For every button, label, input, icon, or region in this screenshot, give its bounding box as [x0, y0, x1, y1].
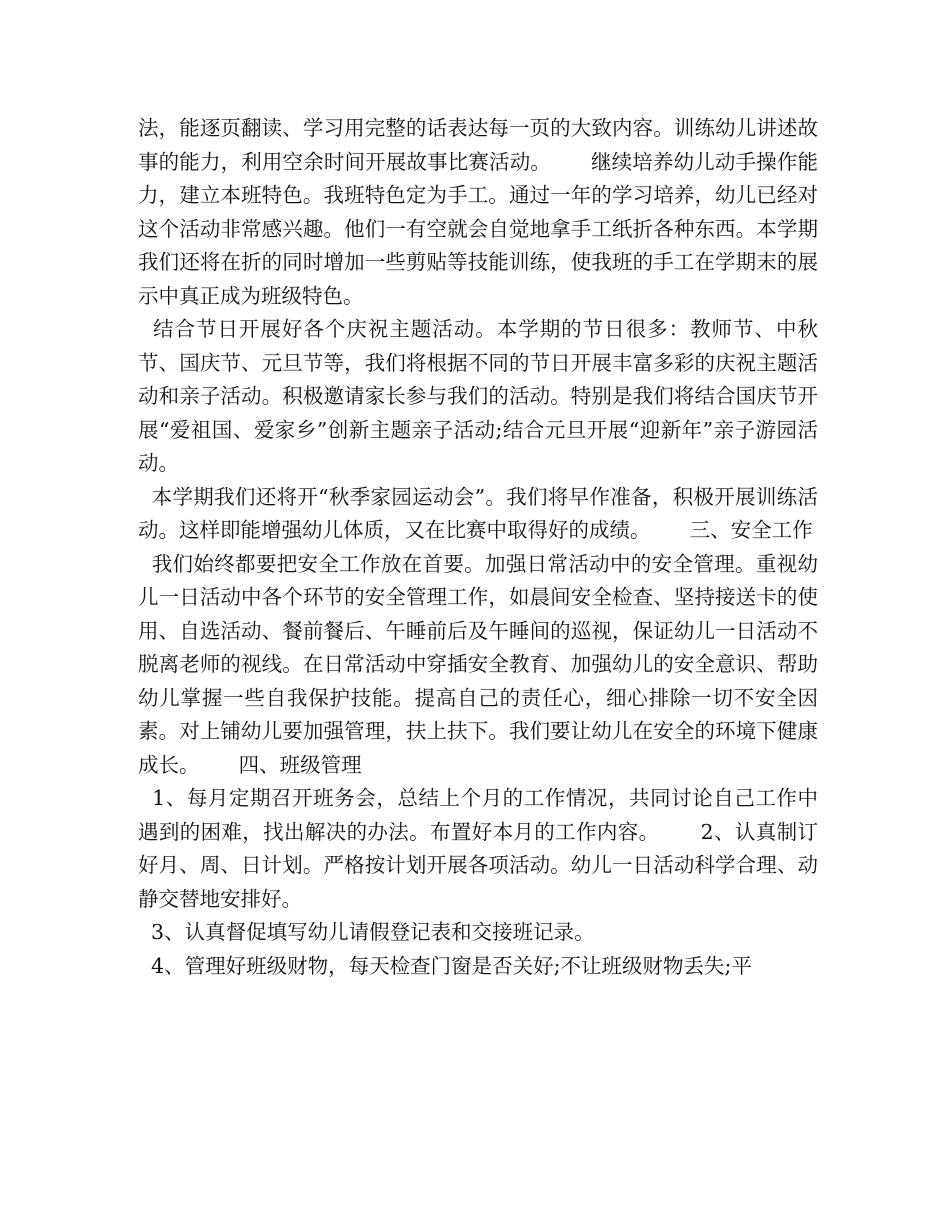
paragraph-7: 4、管理好班级财物，每天检查门窗是否关好;不让班级财物丢失;平 — [138, 953, 752, 978]
paragraph-3: 本学期我们还将开“秋季家园运动会”。我们将早作准备，积极开展训练活动。这样即能增强幼儿体质，又在比赛中取得好的成绩。 三、安全工作 — [138, 484, 818, 542]
paragraph-4: 我们始终都要把安全工作放在首要。加强日常活动中的安全管理。重视幼儿一日活动中各个环节的安全管理工作，如晨间安全检查、坚持接送卡的使用、自选活动、餐前餐后、午睡前后及午睡间的巡视，保证幼儿一日活动不脱离老师的视线。在日常活动中穿插安全教育、加强幼儿的安全意识、帮助幼儿掌握一些自我保护技能。提高自己的责任心，细心排除一切不安全因素。对上铺幼儿要加强管理，扶上扶下。我们要让幼儿在安全的环境下健康成长。 四、班级管理 — [138, 551, 818, 777]
paragraph-5: 1、每月定期召开班务会，总结上个月的工作情况，共同讨论自己工作中遇到的困难，找出解决的办法。布置好本月的工作内容。 2、认真制订好月、周、日计划。严格按计划开展各项活动。幼儿一日活动科学合理、动静交替地安排好。 — [138, 786, 818, 911]
paragraph-1: 法，能逐页翻读、学习用完整的话表达每一页的大致内容。训练幼儿讲述故事的能力，利用空余时间开展故事比赛活动。 继续培养幼儿动手操作能力，建立本班特色。我班特色定为手工。通过一年的学习培养，幼儿已经对这个活动非常感兴趣。他们一有空就会自觉地拿手工纸折各种东西。本学期我们还将在折的同时增加一些剪贴等技能训练，使我班的手工在学期末的展示中真正成为班级特色。 — [138, 116, 818, 308]
paragraph-6: 3、认真督促填写幼儿请假登记表和交接班记录。 — [138, 920, 595, 944]
paragraph-2: 结合节日开展好各个庆祝主题活动。本学期的节日很多：教师节、中秋节、国庆节、元旦节等，我们将根据不同的节日开展丰富多彩的庆祝主题活动和亲子活动。积极邀请家长参与我们的活动。特别是我们将结合国庆节开展“爱祖国、爱家乡”创新主题亲子活动;结合元旦开展“迎新年”亲子游园活动。 — [138, 317, 818, 475]
document-body — [138, 112, 818, 983]
